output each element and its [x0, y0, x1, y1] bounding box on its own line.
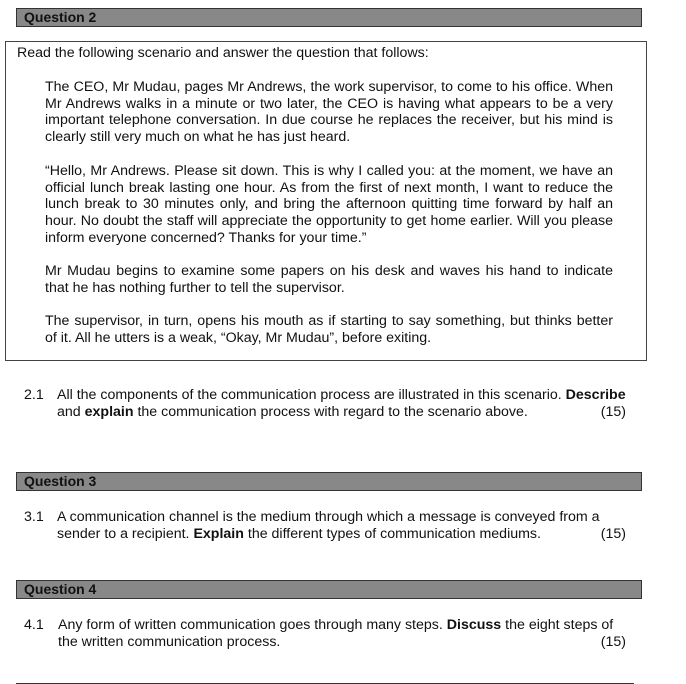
- item-text-part: the eight steps of the written communication process.: [58, 617, 614, 650]
- scenario-paragraph-4: The supervisor, in turn, opens his mouth as if starting to say something, but thinks better of it. All he utters is a weak, “Okay, Mr Mudau”, before exiting.: [45, 313, 613, 346]
- scenario-paragraph-3: Mr Mudau begins to examine some papers on his desk and waves his hand to indicate that he has nothing further to tell the supervisor.: [45, 263, 613, 296]
- item-number: 4.1: [24, 617, 44, 633]
- scenario-intro: Read the following scenario and answer the question that follows:: [17, 45, 429, 61]
- item-keyword-explain: Explain: [193, 526, 244, 542]
- item-text-part: the different types of communication mediums.: [247, 526, 541, 542]
- question-item-4-1: [24, 617, 626, 651]
- question-item-3-1: [24, 509, 626, 543]
- item-text-part: A communication channel is the medium through which a message is conveyed from a sender to a recipient.: [57, 509, 600, 542]
- item-text-part: All the components of the communication process are illustrated in this scenario.: [57, 387, 562, 403]
- item-number: 2.1: [24, 387, 44, 403]
- question-4-heading: Question 4: [16, 580, 642, 599]
- item-marks: (15): [600, 404, 626, 420]
- scenario-paragraph-2: “Hello, Mr Andrews. Please sit down. This is why I called you: at the moment, we have an official lunch break lasting one hour. As from the first of next month, I want to reduce the lunch break to 30 minutes only, and bring the afternoon quitting time forward by half an hour. No doubt the staff will appreciate the opportunity to get home earlier. Will you please inform everyone concerned? Thanks for your time.”: [45, 163, 613, 246]
- item-keyword-explain: explain: [84, 404, 134, 420]
- item-marks: (15): [600, 634, 626, 650]
- item-text: [58, 617, 626, 651]
- item-text-part: and: [57, 404, 81, 420]
- item-text: [57, 509, 626, 543]
- item-text-part: Any form of written communication goes through many steps.: [58, 617, 443, 633]
- question-2-heading: Question 2: [16, 8, 642, 27]
- question-item-2-1: [24, 387, 626, 421]
- item-keyword-discuss: Discuss: [446, 617, 502, 633]
- scenario-paragraph-1: The CEO, Mr Mudau, pages Mr Andrews, the work supervisor, to come to his office. When Mr Andrews walks in a minute or two later, the CEO is having what appears to be a very important telephone conversation. In due course he replaces the receiver, but his mind is clearly still very much on what he has just heard.: [45, 79, 613, 146]
- scenario-box: [5, 41, 647, 361]
- item-number: 3.1: [24, 509, 44, 525]
- item-marks: (15): [600, 526, 626, 542]
- item-text: [57, 387, 626, 421]
- item-text-part: the communication process with regard to the scenario above.: [137, 404, 528, 420]
- item-keyword-describe: Describe: [565, 387, 626, 403]
- question-3-heading: Question 3: [16, 472, 642, 491]
